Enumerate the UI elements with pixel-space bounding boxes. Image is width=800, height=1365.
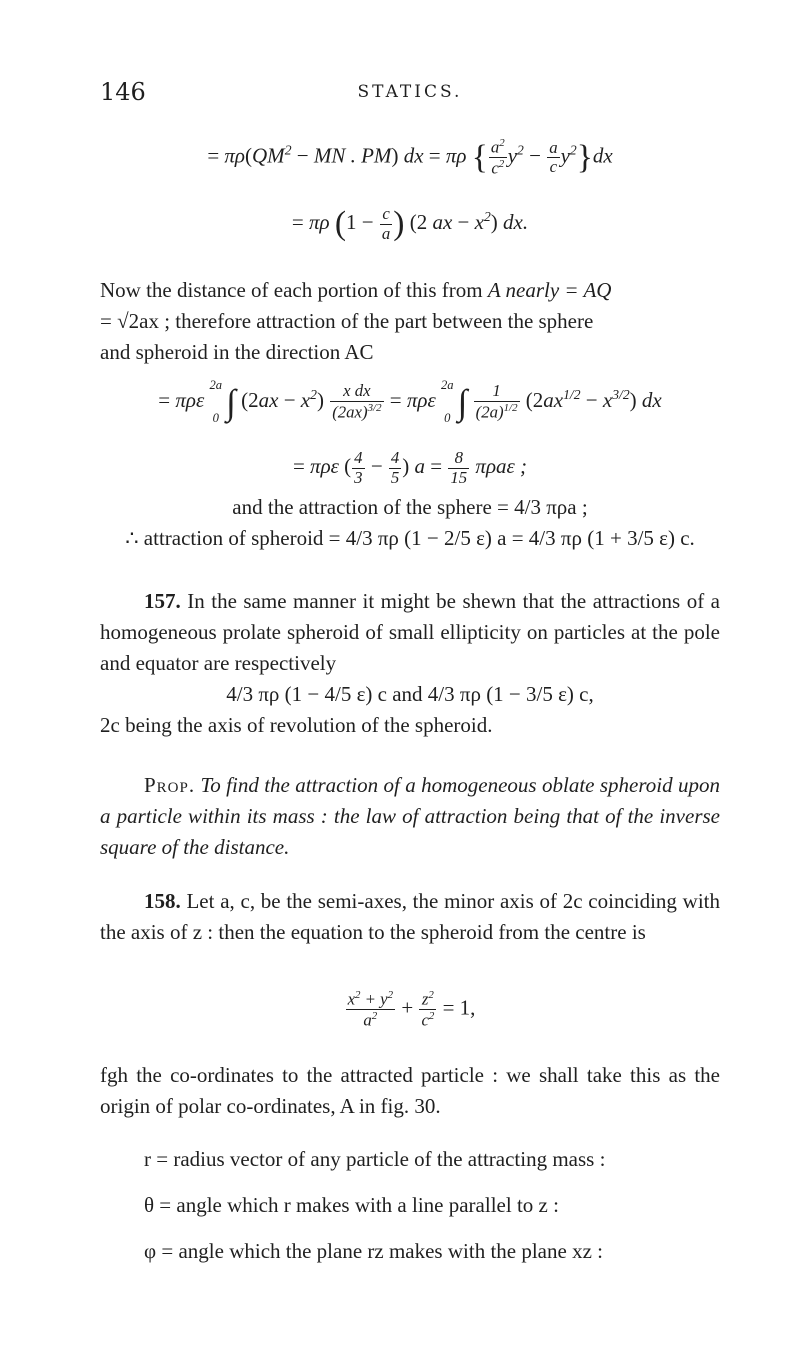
page-number: 146 bbox=[100, 78, 146, 106]
paragraph-distance: Now the distance of each portion of this from A nearly = AQ = √2ax ; therefore attraction of the part between the sphere and spheroid in the direction AC bbox=[100, 278, 612, 364]
paragraph-coordinates: fgh the co-ordinates to the attracted particle : we shall take this as the origin of polar co-ordinates, A in fig. 30. bbox=[100, 1063, 720, 1118]
definitions: r = radius vector of any particle of the attracting mass : θ = angle which r makes with a line parallel to z : φ = angle which the plane rz makes with the plane xz : bbox=[144, 1147, 606, 1263]
equation-spheroid: $\frac{x^2 + y^2}{a^2}$ + $\frac{z^2}{c^2}$ = 1, bbox=[347, 989, 476, 1030]
paragraph-sphere: and the attraction of the sphere = 4/3 πρa ; ∴ attraction of spheroid = 4/3 πρ (1 − 2/5 ε) a = 4/3 πρ (1 + 3/5 ε) c. bbox=[125, 495, 695, 550]
article-157: 157. In the same manner it might be shewn that the attractions of a homogeneous prolate spheroid of small ellipticity on particles at the pole and equator are respectively 4/3 πρ (1 − 4/5 ε) c and 4/3 πρ (1 − 3/5 ε) c, 2c being the axis of revolution of the spheroid. bbox=[100, 589, 721, 737]
page-header bbox=[100, 78, 720, 108]
article-158: 158. Let a, c, be the semi-axes, the minor axis of 2c coinciding with the axis of z : then the equation to the spheroid from the centre is bbox=[100, 889, 720, 944]
equation-1: = $\pi\rho(QM^2$ − MN . PM) dx = πρ { $\frac{a^2}{c^2}$ $y^2$ − $\frac{a}{c}$ $y^2\}dx$ bbox=[207, 137, 613, 178]
equation-integral: = πρε 2a 0 ∫ $(2ax - x^2)$ $\frac{\text{x dx}}{(2ax)^{3/2}}$ = πρε 2a 0 ∫ $\frac{1}{(2a)^{1/2}}$ $(2ax^{1/2} - x^{3/2})$ dx bbox=[158, 378, 662, 425]
running-head: STATICS. bbox=[357, 82, 463, 102]
equation-integral-result: = πρε ( $\frac{4}{3}$ − $\frac{4}{5}$ ) a = $\frac{8}{15}$ πρaε ; bbox=[292, 448, 528, 487]
equation-2: = πρ (1 − $\frac{c}{a}$ ) (2 ax − $x^2$) dx. bbox=[291, 203, 529, 243]
proposition: Prop. To find the attraction of a homogeneous oblate spheroid upon a particle within its mass : the law of attraction being that of the inverse square of the distance. bbox=[100, 773, 721, 859]
